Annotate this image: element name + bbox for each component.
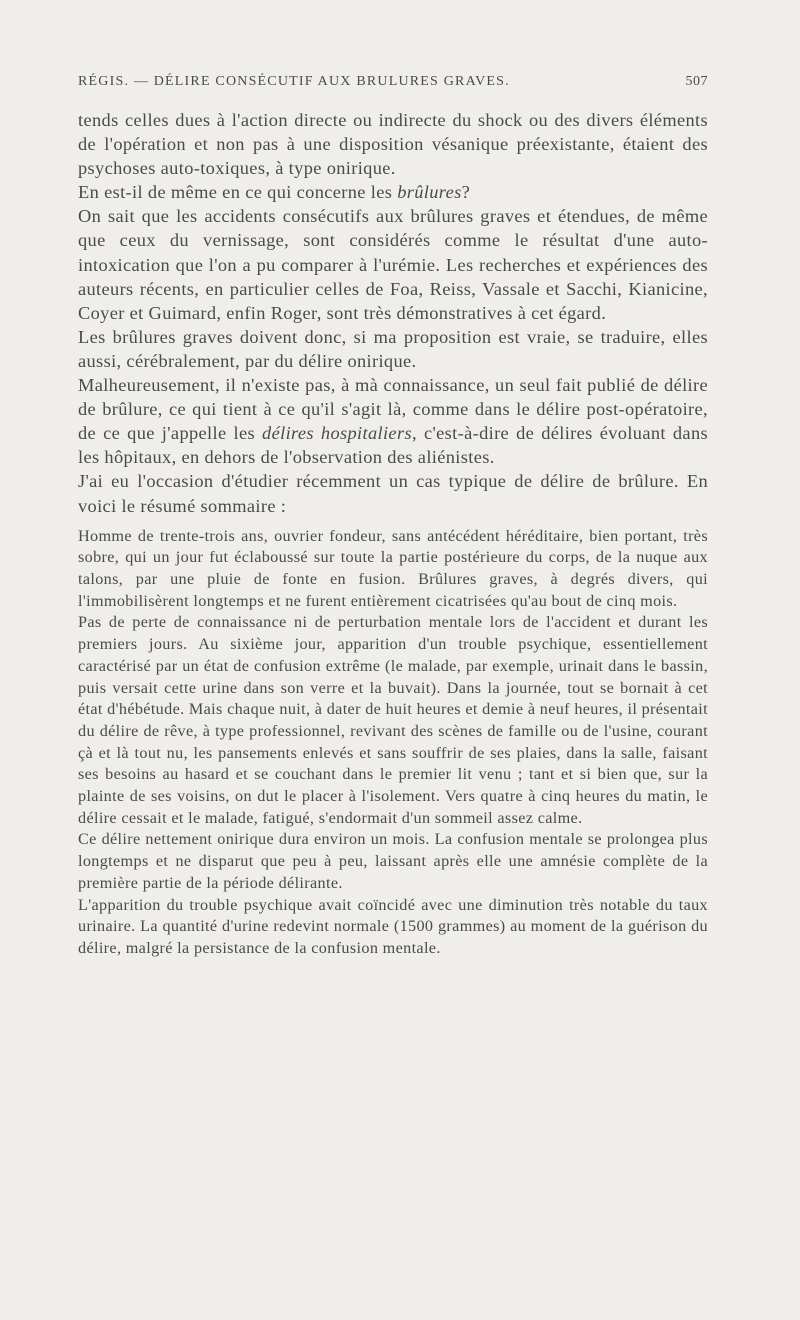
running-title: RÉGIS. — DÉLIRE CONSÉCUTIF AUX BRULURES GRAVES. [78,74,510,89]
observation-paragraph: Ce délire nettement onirique dura environ un mois. La confusion mentale se prolongea plus longtemps et ne disparut que peu à peu, laissant après elle une amnésie complète de la première partie de la période délirante. [78,830,708,892]
text-run: On sait que les accidents consécutifs aux brûlures graves et étendues, de même que ceux du vernissage, sont considérés comme le résultat d'une auto-intoxication que l'on a pu comparer à l'urémie. Les recherches et expériences des auteurs récents, en particulier celles de Foa, Reiss, Vassale et Sacchi, Kianicine, Coyer et Guimard, enfin Roger, sont très démonstratives à cet égard. [78,206,708,323]
observation-paragraph: Homme de trente-trois ans, ouvrier fondeur, sans antécédent héréditaire, bien portant, très sobre, qui un jour fut éclaboussé sur toute la partie postérieure du corps, de la nuque aux talons, par une pluie de fonte en fusion. Brûlures graves, à degrés divers, qui l'immobilisèrent longtemps et ne furent entièrement cicatrisées qu'au bout de cinq mois. [78,526,708,610]
italic-text: brûlures [397,182,462,203]
text-run: J'ai eu l'occasion d'étudier récemment un cas typique de délire de brûlure. En voici le résumé sommaire : [78,471,708,516]
observation-paragraph: Pas de perte de connaissance ni de perturbation mentale lors de l'accident et durant les premiers jours. Au sixième jour, apparition d'un trouble psychique, essentiellement caractérisé par un état de confusion extrême (le malade, par exemple, urinait dans le bassin, puis versait cette urine dans son verre et la buvait). Dans la journée, tout se bornait à cet état d'hébétude. Mais chaque nuit, à dater de huit heures et demie à neuf heures, il présentait du délire de rêve, à type professionnel, revivant des scènes de famille ou de l'usine, courant çà et là tout nu, les pansements enlevés et sans souffrir de ses plaies, dans la salle, faisant ses besoins au hasard et se couchant dans le premier lit venu ; tant et si bien que, sur la plainte de ses voisins, on dut le placer à l'isolement. Vers quatre à cinq heures du matin, le délire cessait et le malade, fatigué, s'endormait d'un sommeil assez calme. [78,613,708,827]
text-run: En est-il de même en ce qui concerne les [78,182,398,203]
text-run: Les brûlures graves doivent donc, si ma proposition est vraie, se traduire, elles aussi, cérébralement, par du délire onirique. [78,326,708,371]
text-run: ? [461,182,471,203]
paragraph [78,325,708,373]
observation-paragraph: L'apparition du trouble psychique avait coïncidé avec une diminution très notable du taux urinaire. La quantité d'urine redevint normale (1500 grammes) au moment de la guérison du délire, malgré la persistance de la confusion mentale. [78,895,708,957]
text-run: Malheureusement, il n'existe pas, à mà connaissance, un seul fait publié de délire de brûlure, ce qui tient à ce qu'il s'agit là, comme dans le délire post-opératoire, de ce que j'appelle les [78,375,708,444]
running-header [78,74,708,98]
text-run: tends celles dues à l'action directe ou indirecte du shock ou des divers éléments de l'opération et non pas à une disposition vésanique préexistante, étaient des psychoses auto-toxiques, à type onirique. [78,110,708,179]
page-body [78,108,708,960]
paragraph [78,180,708,204]
section-gap [78,518,708,526]
text-run: , c'est-à-dire de délires évoluant dans les hôpitaux, en dehors de l'observation des aliénistes. [78,423,708,468]
paragraph [78,204,708,324]
paragraph [78,469,708,517]
page-number: 507 [685,74,708,89]
paragraph [78,373,708,469]
italic-text: délires hospitaliers [262,423,412,444]
paragraph [78,108,708,180]
